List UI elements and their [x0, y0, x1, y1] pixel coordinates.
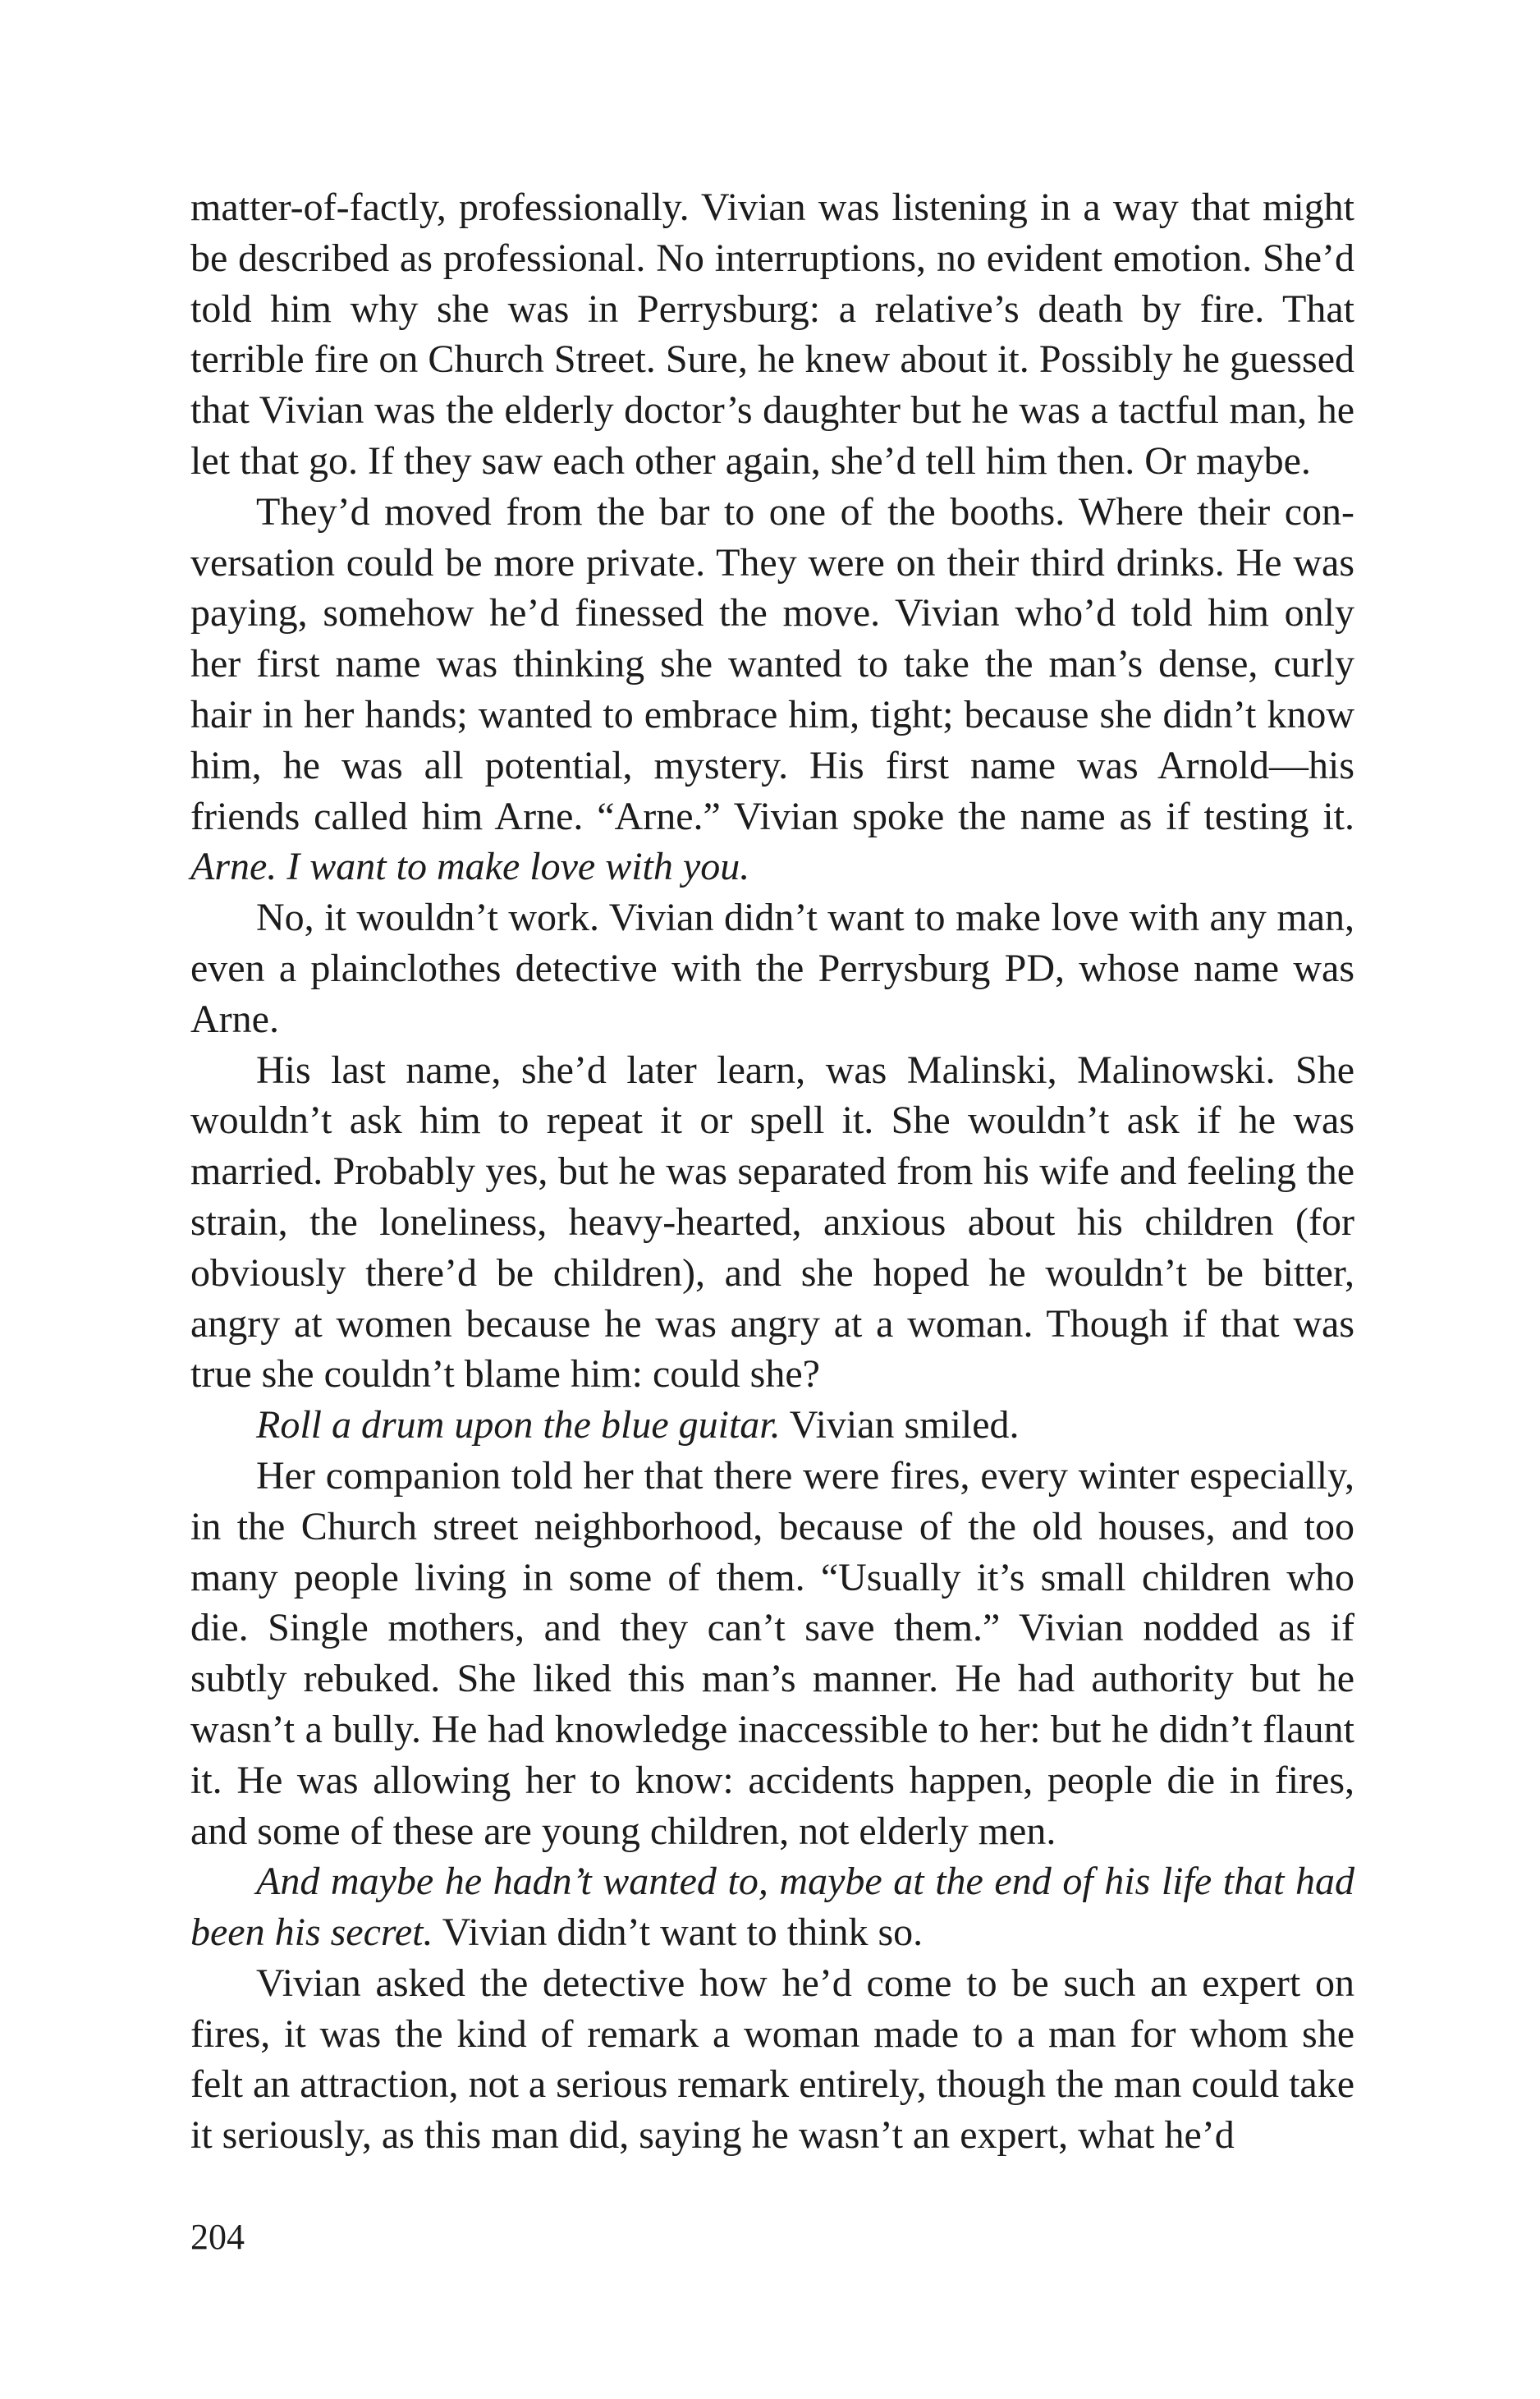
text-run: They’d moved from the bar to one of the booths. Where their conversation could be more private. They were on their third drinks. He was paying, somehow he’d finessed the move. Vivian who’d told him only her first name was thinking she wanted to take the man’s dense, curly hair in her hands; wanted to embrace him, tight; because she didn’t know him, he was all potential, mystery. His first name was Arnold—his friends called him Arne. “Arne.” Vivian spoke the name as if testing it. — [190, 489, 1354, 838]
text-run: Vivian didn’t want to think so. — [433, 1910, 924, 1955]
paragraph — [190, 1045, 1354, 1401]
paragraph — [190, 487, 1354, 892]
italic-text-run: Arne. I want to make love with you. — [190, 845, 750, 889]
text-run: Vivian smiled. — [780, 1403, 1020, 1447]
text-run: matter-of-factly, professionally. Vivian was listening in a way that might be described as professional. No interruptions, no evident emotion. She’d told him why she was in Perrysburg: a relative’s death by fire. That terrible fire on Church Street. Sure, he knew about it. Possibly he guessed that Vivian was the elderly doctor’s daughter but he was a tactful man, he let that go. If they saw each other again, she’d tell him then. Or maybe. — [190, 186, 1354, 483]
page-number: 204 — [190, 2217, 245, 2257]
text-run: His last name, she’d later learn, was Malinski, Malinowski. She wouldn’t ask him to repeat it or spell it. She wouldn’t ask if he was married. Probably yes, but he was separated from his wife and feeling the strain, the loneliness, heavy-hearted, anxious about his children (for obviously there’d be children), and she hoped he wouldn’t be bitter, angry at women because he was angry at a woman. Though if that was true she couldn’t blame him: could she? — [190, 1048, 1354, 1397]
paragraph — [190, 1856, 1354, 1958]
paragraph — [190, 892, 1354, 1044]
text-run: Her companion told her that there were fires, every winter especially, in the Church street neighborhood, because of the old houses, and too many people living in some of them. “Usually it’s small children who die. Single mothers, and they can’t save them.” Vivian nodded as if subtly rebuked. She liked this man’s manner. He had authority but he wasn’t a bully. He had knowledge inaccessible to her: but he didn’t flaunt it. He was allowing her to know: accidents happen, people die in fires, and some of these are young children, not elderly men. — [190, 1453, 1354, 1853]
text-run: Vivian asked the detective how he’d come to be such an expert on fires, it was the kind of remark a woman made to a man for whom she felt an attraction, not a serious remark entirely, though the man could take it seriously, as this man did, saying he wasn’t an expert, what he’d — [190, 1961, 1354, 2158]
text-run: No, it wouldn’t work. Vivian didn’t want to make love with any man, even a plainclothes detective with the Perrysburg PD, whose name was Arne. — [190, 896, 1354, 1041]
paragraph — [190, 1451, 1354, 1856]
paragraph — [190, 1400, 1354, 1451]
paragraph — [190, 182, 1354, 487]
body-text — [190, 182, 1354, 2161]
italic-text-run: Roll a drum upon the blue guitar. — [256, 1403, 781, 1447]
italic-text-run: And maybe he hadn’t wanted to, maybe at the end of his life that had been his secret. — [190, 1860, 1354, 1955]
paragraph — [190, 1958, 1354, 2161]
